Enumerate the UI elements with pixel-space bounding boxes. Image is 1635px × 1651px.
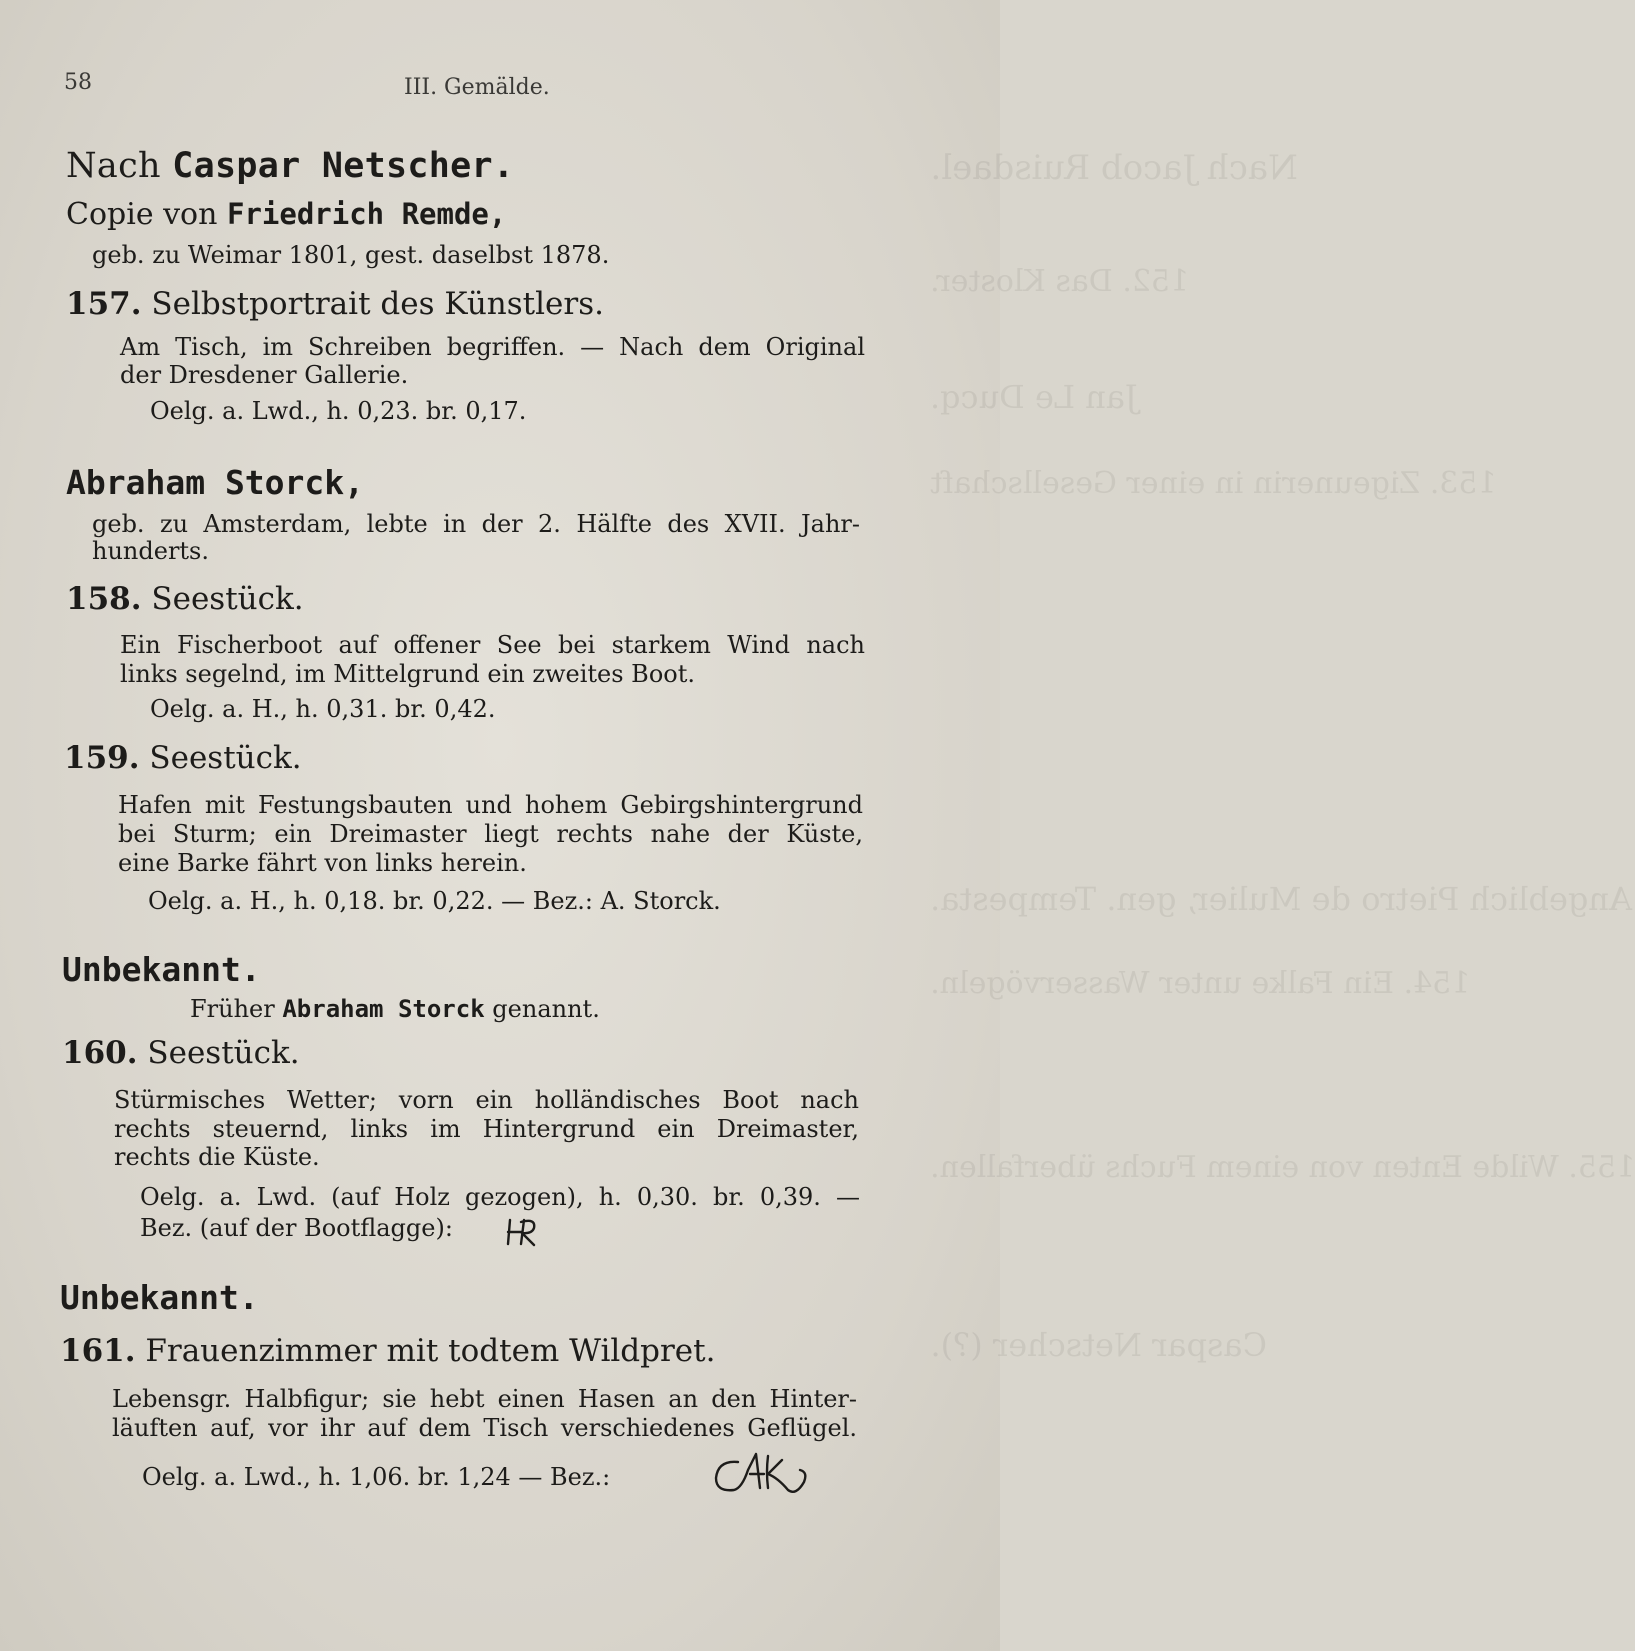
note-suffix: genannt. — [492, 995, 600, 1023]
entry-title: Seestück. — [149, 740, 302, 776]
entry-title: Selbstportrait des Künstlers. — [151, 286, 604, 322]
page-number: 58 — [64, 70, 92, 95]
entry-159 — [64, 740, 302, 776]
entry-description: rechts die Küste. — [114, 1143, 320, 1171]
show-through-text: 155. Wilde Enten von einem Fuchs überfallen. — [930, 1150, 1635, 1185]
note-name: Abraham Storck — [282, 995, 485, 1023]
artist-bio: geb. zu Weimar 1801, gest. daselbst 1878. — [92, 241, 610, 269]
entry-number: 161. — [60, 1333, 136, 1369]
entry-160 — [62, 1035, 300, 1071]
note-prefix: Früher — [190, 995, 275, 1023]
entry-number: 158. — [66, 581, 142, 617]
monogram-hr — [504, 1214, 552, 1250]
artist-bio: hunderts. — [92, 537, 209, 565]
artist-heading — [66, 146, 514, 186]
show-through-text: Angeblich Pietro de Mulier, gen. Tempesta. — [930, 880, 1633, 918]
heading-prefix: Nach — [66, 146, 161, 186]
entry-158 — [66, 581, 304, 617]
show-through-text: 152. Das Kloster. — [930, 264, 1190, 299]
artist-heading: Unbekannt. — [62, 950, 261, 989]
entry-meta: Oelg. a. H., h. 0,31. br. 0,42. — [150, 695, 496, 723]
entry-161 — [60, 1333, 715, 1369]
show-through-text: 154. Ein Falke unter Wasservögeln. — [930, 966, 1471, 1001]
entry-number: 160. — [62, 1035, 138, 1071]
attribution-note — [190, 995, 600, 1023]
entry-description: Lebensgr. Halbfigur; sie hebt einen Hasen an den Hinter- — [112, 1385, 857, 1413]
entry-description: Am Tisch, im Schreiben begriffen. — Nach dem Original — [120, 333, 865, 361]
entry-157 — [66, 286, 604, 322]
entry-description: Stürmisches Wetter; vorn ein holländisches Boot nach — [114, 1086, 859, 1114]
entry-description: läuften auf, vor ihr auf dem Tisch verschiedenes Geflügel. — [112, 1414, 857, 1442]
show-through-text: 153. Zigeunerin in einer Gesellschaft — [930, 466, 1497, 501]
entry-description: der Dresdener Gallerie. — [120, 361, 409, 389]
artist-heading: Unbekannt. — [60, 1278, 259, 1317]
running-head: III. Gemälde. — [404, 75, 550, 100]
entry-meta: Oelg. a. Lwd., h. 0,23. br. 0,17. — [150, 397, 527, 425]
entry-meta: Bez. (auf der Bootflagge): — [140, 1214, 453, 1242]
entry-description: Hafen mit Festungsbauten und hohem Gebirgshintergrund — [118, 791, 863, 819]
copy-prefix: Copie von — [66, 197, 218, 232]
entry-number: 159. — [64, 740, 140, 776]
entry-title: Seestück. — [147, 1035, 300, 1071]
entry-description: Ein Fischerboot auf offener See bei starkem Wind nach — [120, 631, 865, 659]
show-through-text: Jan Le Ducq. — [930, 378, 1138, 416]
artist-name: Caspar Netscher. — [172, 146, 515, 186]
entry-description: eine Barke fährt von links herein. — [118, 849, 527, 877]
artist-heading: Abraham Storck, — [66, 463, 365, 502]
entry-title: Seestück. — [151, 581, 304, 617]
show-through-text: Caspar Netscher (?). — [930, 1326, 1267, 1364]
entry-title: Frauenzimmer mit todtem Wildpret. — [145, 1333, 716, 1369]
entry-number: 157. — [66, 286, 142, 322]
copy-line — [66, 197, 506, 232]
monogram-ak — [708, 1448, 818, 1500]
entry-meta: Oelg. a. Lwd., h. 1,06. br. 1,24 — Bez.: — [142, 1463, 611, 1491]
artist-bio: geb. zu Amsterdam, lebte in der 2. Hälfte des XVII. Jahr- — [92, 510, 860, 538]
entry-description: bei Sturm; ein Dreimaster liegt rechts nahe der Küste, — [118, 820, 863, 848]
entry-description: links segelnd, im Mittelgrund ein zweites Boot. — [120, 660, 695, 688]
copyist-name: Friedrich Remde, — [226, 197, 507, 231]
entry-meta: Oelg. a. H., h. 0,18. br. 0,22. — Bez.: A. Storck. — [148, 887, 721, 915]
entry-meta: Oelg. a. Lwd. (auf Holz gezogen), h. 0,30. br. 0,39. — — [140, 1183, 860, 1211]
entry-description: rechts steuernd, links im Hintergrund ein Dreimaster, — [114, 1115, 859, 1143]
show-through-text: Nach Jacob Ruisdael. — [930, 148, 1298, 188]
